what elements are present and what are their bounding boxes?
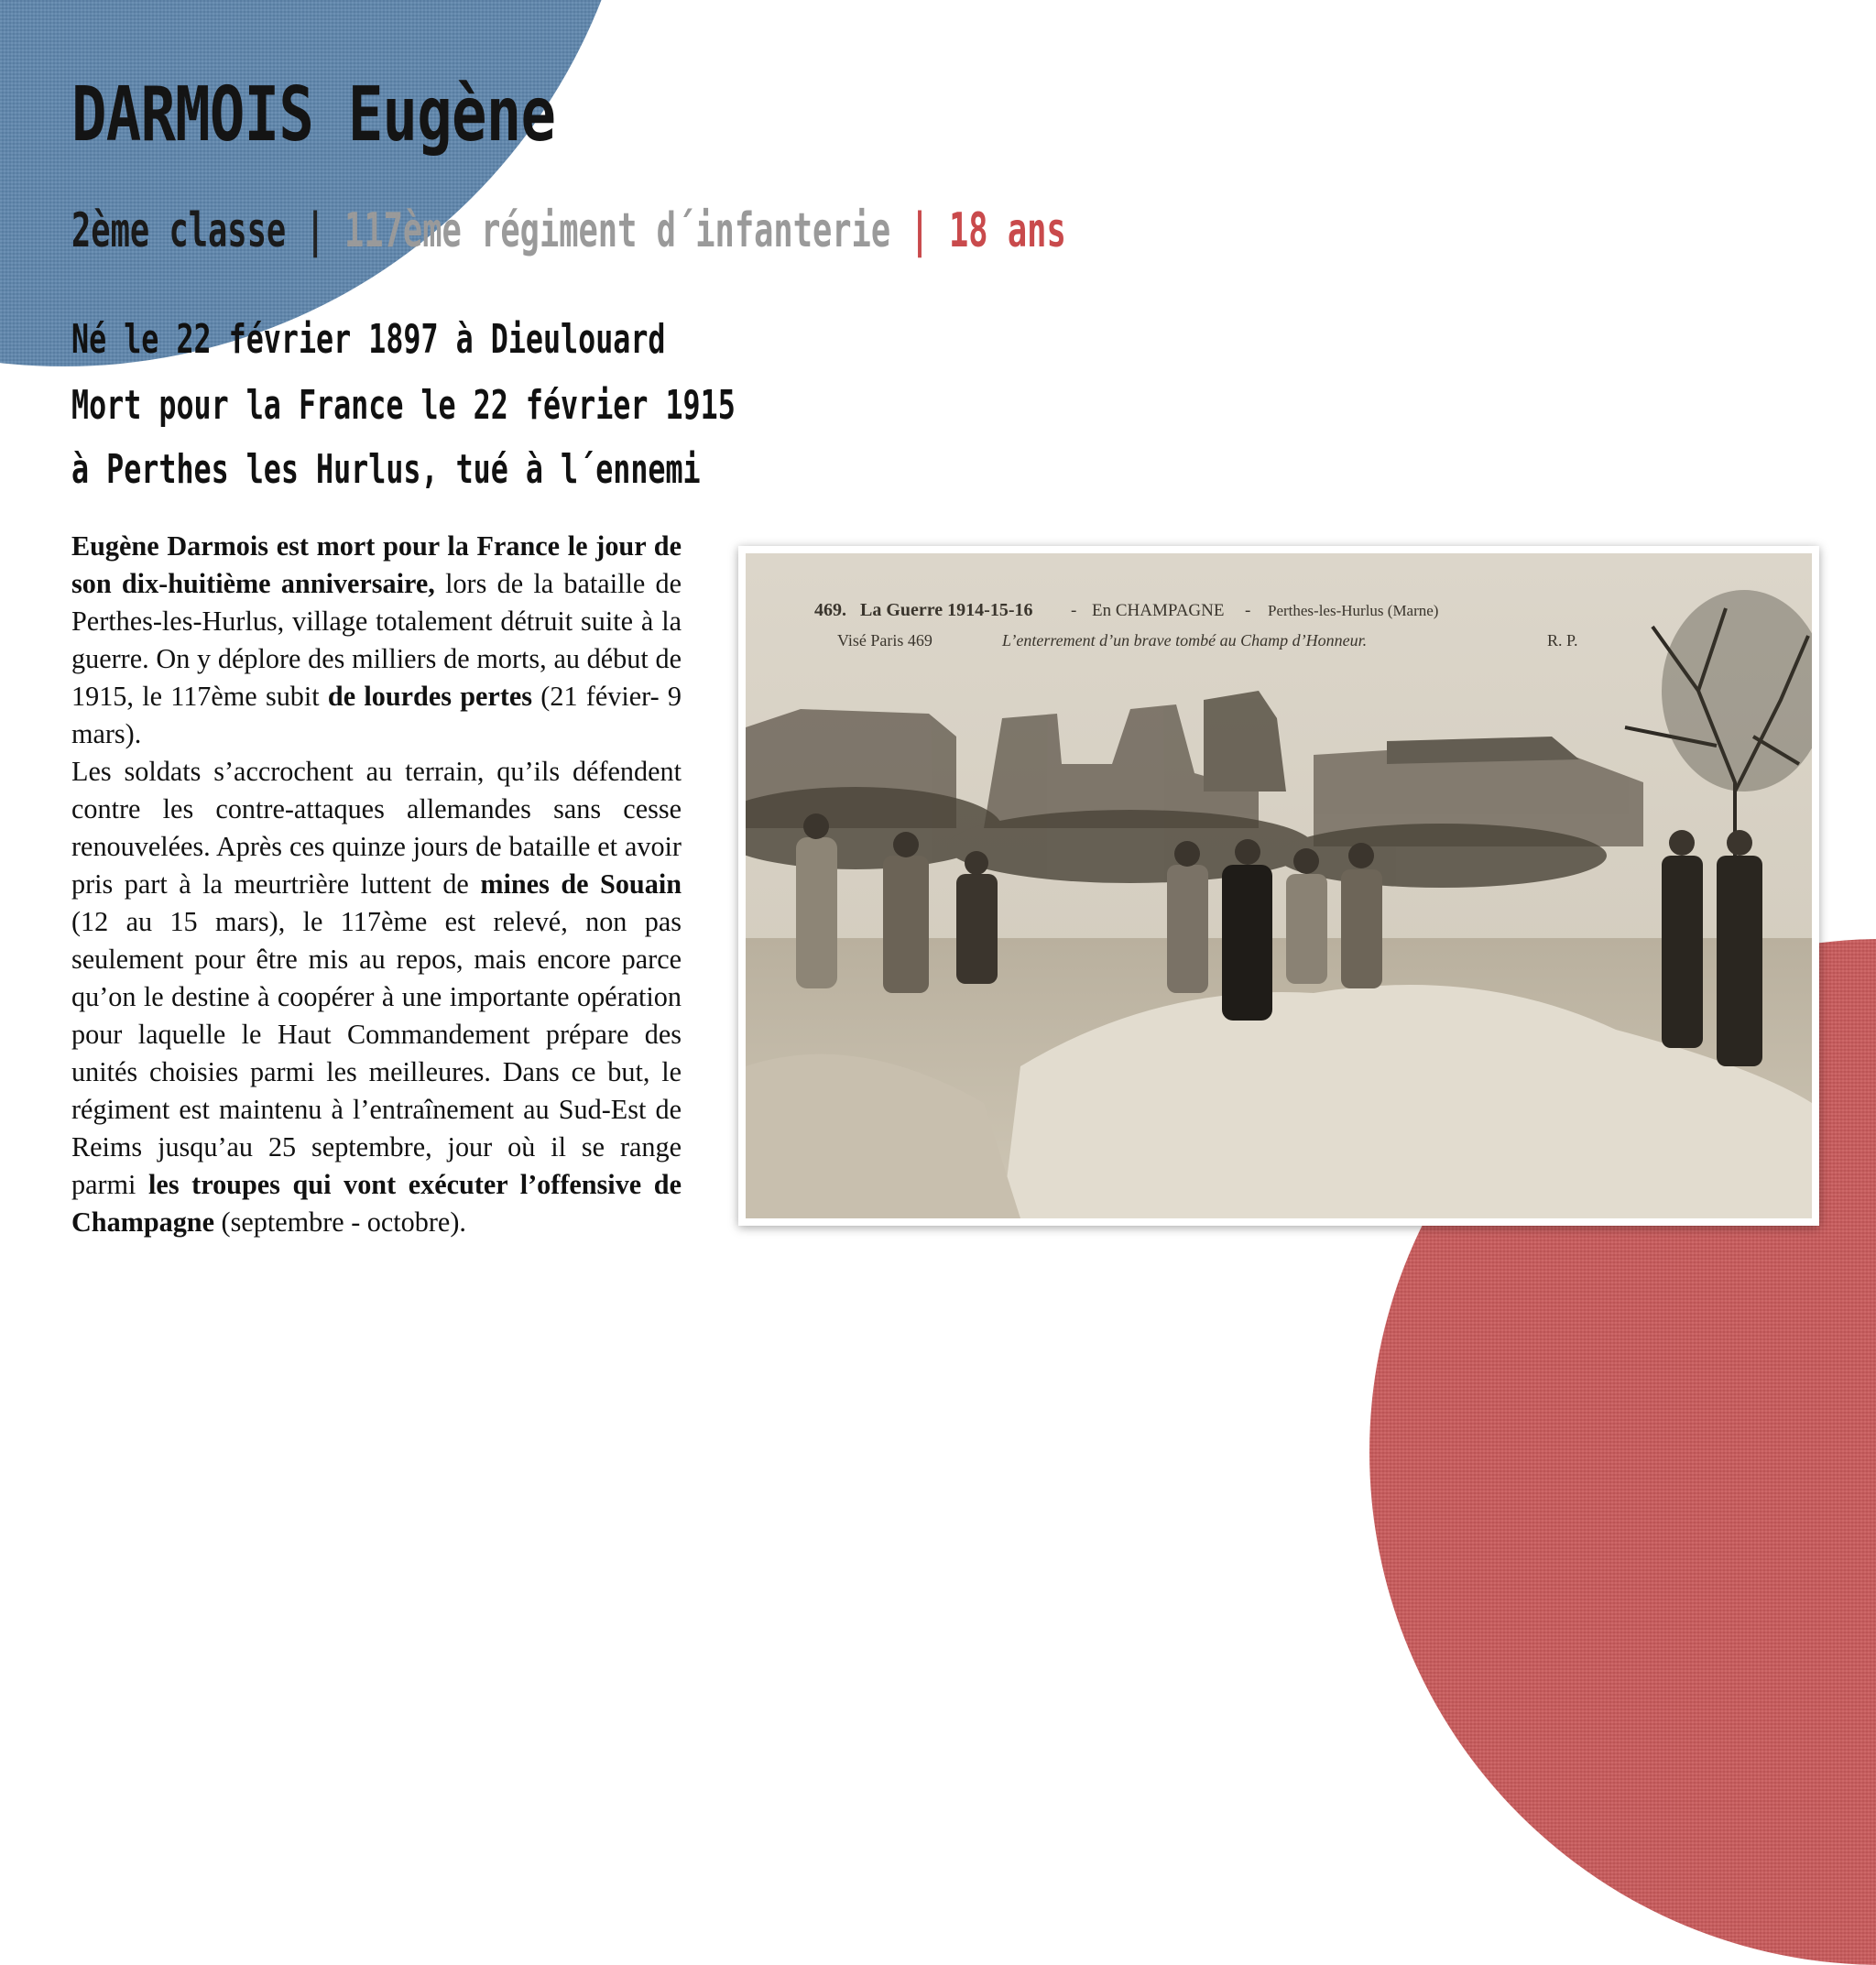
rank: 2ème classe xyxy=(71,203,287,258)
death-place-line: à Perthes les Hurlus, tué à l´ennemi xyxy=(71,446,701,493)
postcard-photo xyxy=(746,553,1812,1218)
caption-title: La Guerre 1914-15-16 xyxy=(860,600,1033,620)
caption-number: 469. xyxy=(814,600,846,620)
biography-text xyxy=(71,528,682,1241)
bio-text-5: (septembre - octobre). xyxy=(214,1206,466,1238)
subtitle xyxy=(71,203,1066,258)
death-line: Mort pour la France le 22 février 1915 xyxy=(71,382,736,429)
caption-region: En CHAMPAGNE xyxy=(1092,601,1225,620)
postcard-photo-frame xyxy=(738,546,1819,1226)
bio-text-1: lors de la bataille de Perthes-les-Hurlus, village totalement détruit suite à la guerre. On y déplore des milliers de morts, au début de 1915, le 117ème subit xyxy=(71,568,682,712)
bio-bold-3: mines de Souain xyxy=(480,868,682,900)
bio-text-4: (12 au 15 mars), le 117ème est relevé, non pas seulement pour être mis au repos, mais encore parce qu’on le destine à coopérer à une importante opération pour laquelle le Haut Commandement prépare des unités choisies parmi les meilleures. Dans ce but, le régiment est maintenu à l’entraînement au Sud-Est de Reims jusqu’au 25 septembre, jour où il se range parmi xyxy=(71,906,682,1200)
postcard-illustration xyxy=(746,553,1812,1218)
caption-vise: Visé Paris 469 xyxy=(837,631,933,650)
regiment: 117ème régiment d´infanterie xyxy=(344,203,891,258)
separator: | xyxy=(305,203,325,258)
caption-dash-1: - xyxy=(1071,601,1077,620)
bio-text-3: Les soldats s’accrochent au terrain, qu’ils défendent contre les contre-attaques allemandes sans cesse renouvelées. Après ces quinze jours de bataille et avoir pris part à la meurtrière luttent de xyxy=(71,756,682,900)
blue-circle-decoration xyxy=(0,0,641,366)
caption-dash-2: - xyxy=(1245,601,1251,620)
bio-bold-2: de lourdes pertes xyxy=(327,681,533,712)
age: 18 ans xyxy=(949,203,1066,258)
caption-place: Perthes-les-Hurlus (Marne) xyxy=(1268,602,1439,619)
bio-bold-1: Eugène Darmois est mort pour la France le jour de son dix-huitième anniversaire, xyxy=(71,530,682,599)
bio-text-2: (21 févier- 9 mars). xyxy=(71,681,682,749)
birth-line: Né le 22 février 1897 à Dieulouard xyxy=(71,316,666,363)
bio-bold-4: les troupes qui vont exécuter l’offensive de Champagne xyxy=(71,1169,682,1238)
soldier-name: DARMOIS Eugène xyxy=(71,71,556,158)
caption-rp: R. P. xyxy=(1547,631,1578,650)
caption-description: L’enterrement d’un brave tombé au Champ d’Honneur. xyxy=(1002,631,1368,650)
separator-red: | xyxy=(910,203,930,258)
